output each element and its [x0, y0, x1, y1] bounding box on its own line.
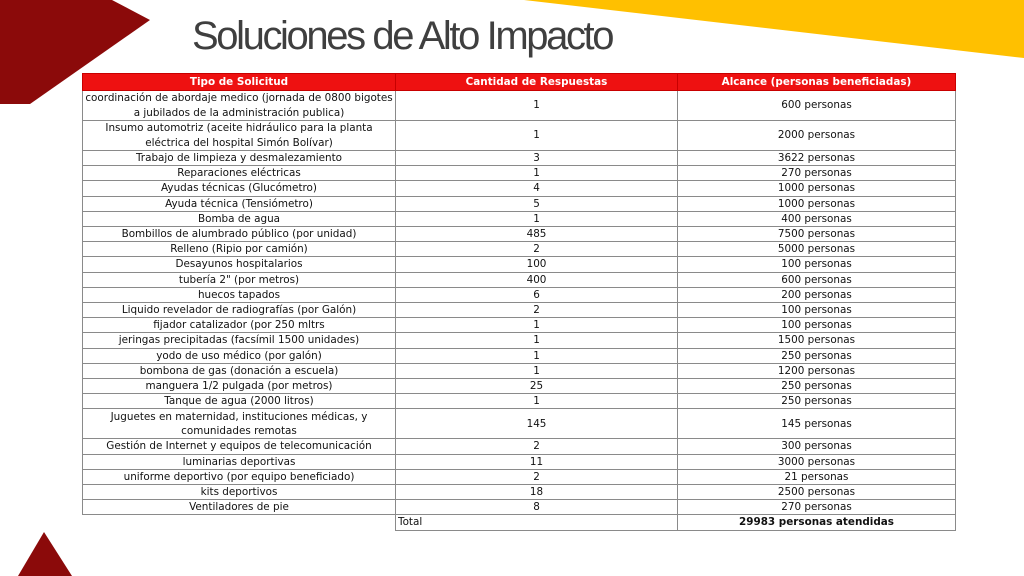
cell-response-count: 2 [396, 439, 678, 454]
cell-reach: 7500 personas [678, 227, 956, 242]
cell-response-count: 5 [396, 196, 678, 211]
table-row [83, 121, 956, 151]
cell-response-count: 1 [396, 333, 678, 348]
cell-reach: 270 personas [678, 166, 956, 181]
total-value: 29983 personas atendidas [678, 515, 956, 530]
cell-response-count: 1 [396, 121, 678, 151]
cell-request-type: coordinación de abordaje medico (jornada de 0800 bigotes a jubilados de la administración publica) [83, 91, 396, 121]
cell-reach: 200 personas [678, 287, 956, 302]
header-reach: Alcance (personas beneficiadas) [678, 74, 956, 91]
cell-request-type: fijador catalizador (por 250 mltrs [83, 318, 396, 333]
table-row [83, 363, 956, 378]
table-row [83, 151, 956, 166]
cell-response-count: 1 [396, 318, 678, 333]
cell-response-count: 18 [396, 485, 678, 500]
cell-response-count: 400 [396, 272, 678, 287]
table-row [83, 394, 956, 409]
table-row [83, 379, 956, 394]
cell-request-type: yodo de uso médico (por galón) [83, 348, 396, 363]
table-body [83, 91, 956, 531]
cell-request-type: Juguetes en maternidad, instituciones médicas, y comunidades remotas [83, 409, 396, 439]
total-label: Total [396, 515, 678, 530]
cell-reach: 270 personas [678, 500, 956, 515]
cell-request-type: kits deportivos [83, 485, 396, 500]
table-row [83, 181, 956, 196]
cell-reach: 21 personas [678, 469, 956, 484]
cell-response-count: 145 [396, 409, 678, 439]
table-row [83, 409, 956, 439]
table-row [83, 333, 956, 348]
table-row [83, 485, 956, 500]
table-row [83, 500, 956, 515]
cell-response-count: 2 [396, 303, 678, 318]
cell-response-count: 100 [396, 257, 678, 272]
cell-reach: 250 personas [678, 379, 956, 394]
cell-reach: 1000 personas [678, 196, 956, 211]
cell-response-count: 6 [396, 287, 678, 302]
header-response-count: Cantidad de Respuestas [396, 74, 678, 91]
table-row [83, 211, 956, 226]
cell-request-type: Ventiladores de pie [83, 500, 396, 515]
cell-request-type: huecos tapados [83, 287, 396, 302]
cell-request-type: Bombillos de alumbrado público (por unidad) [83, 227, 396, 242]
table-row [83, 196, 956, 211]
cell-reach: 2500 personas [678, 485, 956, 500]
cell-request-type: tubería 2" (por metros) [83, 272, 396, 287]
cell-reach: 3622 personas [678, 151, 956, 166]
table-row [83, 166, 956, 181]
table-row [83, 318, 956, 333]
cell-response-count: 1 [396, 211, 678, 226]
cell-reach: 250 personas [678, 394, 956, 409]
table-row [83, 303, 956, 318]
solutions-table [82, 73, 956, 531]
table-total-row [83, 515, 956, 530]
cell-response-count: 485 [396, 227, 678, 242]
cell-reach: 3000 personas [678, 454, 956, 469]
table-row [83, 91, 956, 121]
cell-reach: 300 personas [678, 439, 956, 454]
cell-response-count: 1 [396, 166, 678, 181]
cell-request-type: Insumo automotriz (aceite hidráulico para la planta eléctrica del hospital Simón Bolívar) [83, 121, 396, 151]
cell-request-type: Liquido revelador de radiografías (por Galón) [83, 303, 396, 318]
cell-response-count: 2 [396, 242, 678, 257]
header-request-type: Tipo de Solicitud [83, 74, 396, 91]
cell-reach: 5000 personas [678, 242, 956, 257]
cell-reach: 600 personas [678, 272, 956, 287]
cell-response-count: 8 [396, 500, 678, 515]
cell-request-type: bombona de gas (donación a escuela) [83, 363, 396, 378]
red-bottom-triangle-decoration [0, 532, 72, 576]
cell-response-count: 1 [396, 348, 678, 363]
table-row [83, 348, 956, 363]
table-header-row [83, 74, 956, 91]
cell-request-type: Desayunos hospitalarios [83, 257, 396, 272]
cell-request-type: Relleno (Ripio por camión) [83, 242, 396, 257]
cell-request-type: Ayuda técnica (Tensiómetro) [83, 196, 396, 211]
cell-reach: 100 personas [678, 303, 956, 318]
cell-reach: 600 personas [678, 91, 956, 121]
cell-reach: 250 personas [678, 348, 956, 363]
cell-request-type: luminarias deportivas [83, 454, 396, 469]
cell-request-type: Tanque de agua (2000 litros) [83, 394, 396, 409]
table-row [83, 439, 956, 454]
cell-request-type: Bomba de agua [83, 211, 396, 226]
cell-response-count: 2 [396, 469, 678, 484]
table-row [83, 454, 956, 469]
cell-response-count: 4 [396, 181, 678, 196]
cell-reach: 1000 personas [678, 181, 956, 196]
cell-request-type: manguera 1/2 pulgada (por metros) [83, 379, 396, 394]
cell-reach: 2000 personas [678, 121, 956, 151]
cell-reach: 400 personas [678, 211, 956, 226]
cell-reach: 1500 personas [678, 333, 956, 348]
cell-response-count: 1 [396, 91, 678, 121]
cell-reach: 1200 personas [678, 363, 956, 378]
cell-reach: 100 personas [678, 257, 956, 272]
cell-reach: 100 personas [678, 318, 956, 333]
cell-response-count: 1 [396, 363, 678, 378]
table-row [83, 257, 956, 272]
cell-response-count: 25 [396, 379, 678, 394]
cell-response-count: 11 [396, 454, 678, 469]
cell-response-count: 3 [396, 151, 678, 166]
cell-request-type: jeringas precipitadas (facsímil 1500 unidades) [83, 333, 396, 348]
cell-request-type: Reparaciones eléctricas [83, 166, 396, 181]
cell-request-type: uniforme deportivo (por equipo beneficiado) [83, 469, 396, 484]
page-title: Soluciones de Alto Impacto [192, 14, 613, 58]
cell-reach: 145 personas [678, 409, 956, 439]
table-row [83, 242, 956, 257]
cell-request-type: Gestión de Internet y equipos de telecomunicación [83, 439, 396, 454]
cell-response-count: 1 [396, 394, 678, 409]
table-row [83, 272, 956, 287]
table-row [83, 287, 956, 302]
cell-request-type: Ayudas técnicas (Glucómetro) [83, 181, 396, 196]
table-row [83, 227, 956, 242]
total-empty-cell [83, 515, 396, 530]
cell-request-type: Trabajo de limpieza y desmalezamiento [83, 151, 396, 166]
table-row [83, 469, 956, 484]
